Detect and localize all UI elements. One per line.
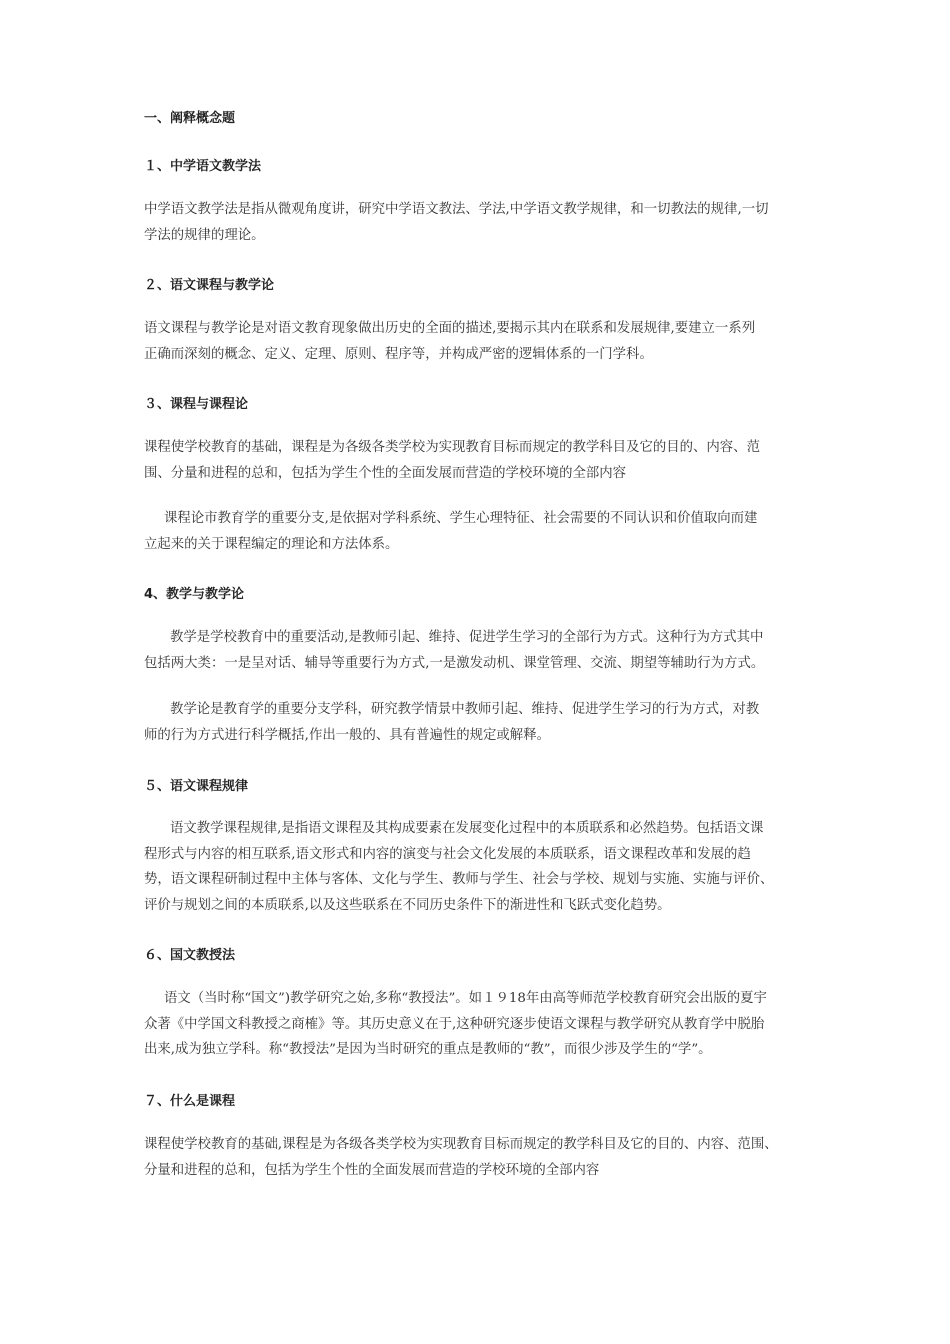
item-1-paragraph	[144, 197, 814, 248]
item-3-paragraph-1	[144, 435, 814, 486]
section-title: 一、阐释概念题	[144, 111, 236, 126]
text-line: 课程论市教育学的重要分支,是依据对学科系统、学生心理特征、社会需要的不同认识和价值取向而建	[164, 511, 758, 526]
text-line: 围、分量和进程的总和，包括为学生个性的全面发展而营造的学校环境的全部内容	[144, 465, 627, 481]
text-line: 评价与规划之间的本质联系,以及这些联系在不同历史条件下的渐进性和飞跃式变化趋势。	[144, 897, 671, 913]
item-3-heading: ３、课程与课程论	[144, 397, 249, 412]
item-6-paragraph	[144, 986, 814, 1063]
item-2-paragraph	[144, 316, 814, 367]
item-5-heading: ５、语文课程规律	[144, 779, 249, 794]
text-line: 出来,成为独立学科。称“教授法”是因为当时研究的重点是教师的“教”，而很少涉及学生的“学”。	[144, 1042, 712, 1057]
item-4-paragraph-2	[144, 697, 814, 748]
text-line: 语文（当时称“国文”)教学研究之始,多称“教授法”。如１９18年由高等师范学校教育研究会出版的夏宇	[164, 991, 767, 1006]
item-2-heading: ２、语文课程与教学论	[144, 278, 275, 293]
text-line: 立起来的关于课程编定的理论和方法体系。	[144, 536, 399, 552]
text-line: 语文课程与教学论是对语文教育现象做出历史的全面的描述,要揭示其内在联系和发展规律,要建立一系列	[144, 321, 756, 336]
item-3-paragraph-2	[144, 506, 814, 557]
item-7-paragraph	[144, 1132, 814, 1183]
text-line: 中学语文教学法是指从微观角度讲，研究中学语文教法、学法,中学语文教学规律，和一切教法的规律,一切	[144, 202, 769, 217]
item-6-heading: ６、国文教授法	[144, 948, 236, 963]
text-line: 语文教学课程规律,是指语文课程及其构成要素在发展变化过程中的本质联系和必然趋势。包括语文课	[170, 821, 764, 836]
text-line: 教学论是教育学的重要分支学科，研究教学情景中教师引起、维持、促进学生学习的行为方式，对教	[170, 702, 760, 717]
item-4-paragraph-1	[144, 625, 814, 676]
text-line: 学法的规律的理论。	[144, 227, 265, 243]
text-line: 势，语文课程研制过程中主体与客体、文化与学生、教师与学生、社会与学校、规划与实施、实施与评价、	[144, 872, 774, 887]
text-line: 师的行为方式进行科学概括,作出一般的、具有普遍性的规定或解释。	[144, 727, 550, 743]
text-line: 教学是学校教育中的重要活动,是教师引起、维持、促进学生学习的全部行为方式。这种行为方式其中	[170, 630, 764, 645]
text-line: 程形式与内容的相互联系,语文形式和内容的演变与社会文化发展的本质联系，语文课程改革和发展的趋	[144, 846, 751, 862]
text-line: 课程使学校教育的基础，课程是为各级各类学校为实现教育目标而规定的教学科目及它的目的、内容、范	[144, 440, 760, 455]
item-4-heading: 4、教学与教学论	[144, 587, 245, 602]
item-7-heading: ７、什么是课程	[144, 1094, 236, 1109]
text-line: 包括两大类：一是呈对话、辅导等重要行为方式,一是激发动机、课堂管理、交流、期望等辅助行为方式。	[144, 655, 765, 671]
text-line: 分量和进程的总和，包括为学生个性的全面发展而营造的学校环境的全部内容	[144, 1162, 600, 1178]
text-line: 正确而深刻的概念、定义、定理、原则、程序等，并构成严密的逻辑体系的一门学科。	[144, 346, 653, 362]
text-line: 课程使学校教育的基础,课程是为各级各类学校为实现教育目标而规定的教学科目及它的目的、内容、范围、	[144, 1137, 778, 1152]
item-5-paragraph	[144, 816, 814, 918]
text-line: 众著《中学国文科教授之商榷》等。其历史意义在于,这种研究逐步使语文课程与教学研究从教育学中脱胎	[144, 1016, 765, 1032]
item-1-heading: １、中学语文教学法	[144, 159, 262, 174]
